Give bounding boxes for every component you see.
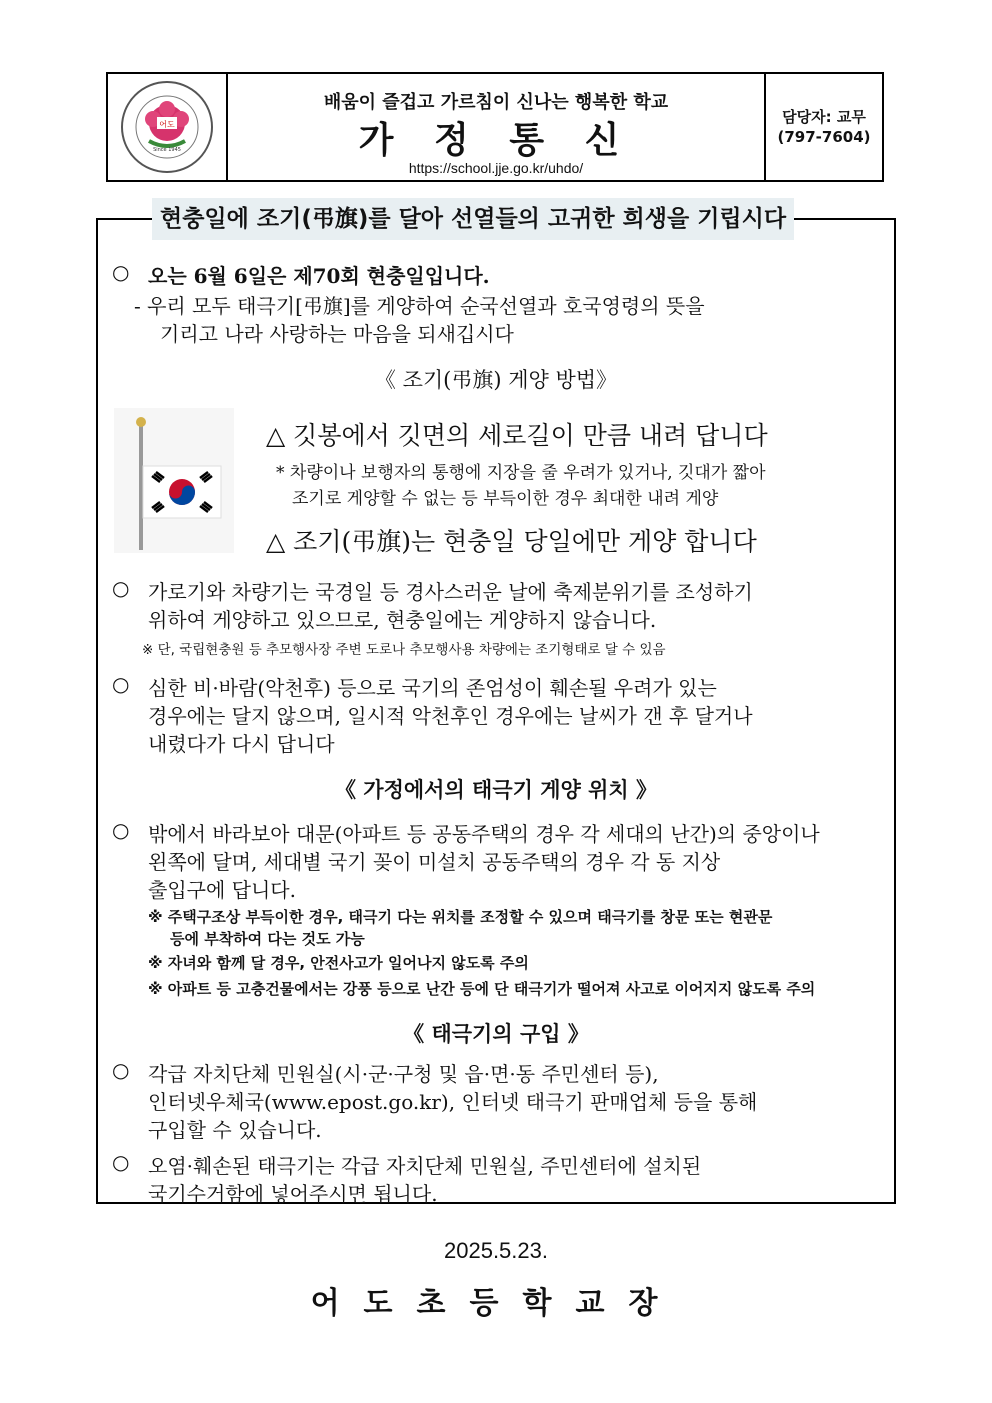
half-mast-rule-2: △ 조기(弔旗)는 현충일 당일에만 게양 합니다 [266,527,757,556]
bullet-circle: ○ [112,260,130,284]
section-title-purchase: 《 태극기의 구입 》 [403,1022,589,1046]
banner-title: 현충일에 조기(弔旗)를 달아 선열들의 고귀한 희생을 기립시다 [152,198,794,240]
contact-phone: (797-7604) [777,128,871,146]
dispose-line2: 국기수거함에 넣어주시면 됩니다. [148,1182,438,1206]
home-position-line2: 왼쪽에 달며, 세대별 국기 꽂이 미설치 공동주택의 경우 각 동 지상 [148,850,721,874]
bullet-circle: ○ [112,576,130,600]
street-flags-line1: 가로기와 차량기는 국경일 등 경사스러운 날에 축제분위기를 조성하기 [148,580,753,604]
section-title-home-position: 《 가정에서의 태극기 게양 위치 》 [335,778,657,802]
home-position-line1: 밖에서 바라보아 대문(아파트 등 공동주택의 경우 각 세대의 난간)의 중앙이나 [148,822,820,846]
half-mast-note-line2: 조기로 게양할 수 없는 등 부득이한 경우 최대한 내려 게양 [292,489,719,509]
school-emblem-icon [119,79,215,175]
half-mast-rule-1: △ 깃봉에서 깃면의 세로길이 만큼 내려 답니다 [266,421,768,450]
bullet-circle: ○ [112,1058,130,1082]
header-center [228,74,764,180]
svg-text:Since 1945: Since 1945 [153,147,181,153]
letter-header [106,72,884,182]
school-motto: 배움이 즐겁고 가르침이 신나는 행복한 학교 [323,92,669,113]
main-content-box [96,206,896,1206]
home-note1-line2: 등에 부착하여 다는 것도 가능 [170,930,365,948]
street-flags-line2: 위하여 게양하고 있으므로, 현충일에는 게양하지 않습니다. [148,608,657,632]
section-title-half-mast: 《 조기(弔旗) 게양 방법》 [374,368,618,392]
contact-person: 담당자: 교무 [782,107,866,126]
bullet-circle: ○ [112,1150,130,1174]
banner-rule-right [850,218,878,220]
home-note3: ※ 아파트 등 고층건물에서는 강풍 등으로 난간 등에 단 태극기가 떨어져 사고로 이어지지 않도록 주의 [148,980,816,998]
bullet-circle: ○ [112,672,130,696]
bullet-circle: ○ [112,818,130,842]
weather-line2: 경우에는 달지 않으며, 일시적 악천후인 경우에는 날씨가 갠 후 달거나 [148,704,753,728]
school-url[interactable]: https://school.jje.go.kr/uhdo/ [408,160,584,176]
issue-date: 2025.5.23. [444,1238,548,1263]
svg-text:어도: 어도 [159,120,175,129]
purchase-line1: 각급 자치단체 민원실(시·군·구청 및 읍·면·동 주민센터 등), [148,1062,659,1086]
street-flags-note: ※ 단, 국립현충원 등 추모행사장 주변 도로나 추모행사용 차량에는 조기형태로 달 수 있음 [142,642,666,658]
weather-line3: 내렸다가 다시 답니다 [148,732,335,756]
purchase-line2: 인터넷우체국(www.epost.go.kr), 인터넷 태극기 판매업체 등을 통해 [148,1090,758,1114]
banner-rule-left [118,218,148,220]
home-position-line3: 출입구에 답니다. [148,878,296,902]
principal-signature: 어도초등학교장 [310,1286,682,1321]
home-note1-line1: ※ 주택구조상 부득이한 경우, 태극기 다는 위치를 조정할 수 있으며 태극기를 창문 또는 현관문 [148,908,773,926]
logo-cell [108,74,228,180]
intro-dash-line2: 기리고 나라 사랑하는 마음을 되새깁시다 [160,322,514,346]
half-mast-note-line1: * 차량이나 보행자의 통행에 지장을 줄 우려가 있거나, 깃대가 짧아 [276,463,766,483]
weather-line1: 심한 비·바람(악천후) 등으로 국기의 존엄성이 훼손될 우려가 있는 [148,676,717,700]
purchase-line3: 구입할 수 있습니다. [148,1118,322,1142]
letter-title: 가 정 통 신 [358,120,634,161]
intro-dash-line1: - 우리 모두 태극기[弔旗]를 게양하여 순국선열과 호국영령의 뜻을 [134,294,705,318]
intro-line: 오는 6월 6일은 제70회 현충일입니다. [148,264,490,288]
home-note2: ※ 자녀와 함께 달 경우, 안전사고가 일어나지 않도록 주의 [148,954,529,972]
contact-cell [764,74,882,180]
dispose-line1: 오염·훼손된 태극기는 각급 자치단체 민원실, 주민센터에 설치된 [148,1154,702,1178]
half-mast-taegukgi-icon [114,408,234,553]
